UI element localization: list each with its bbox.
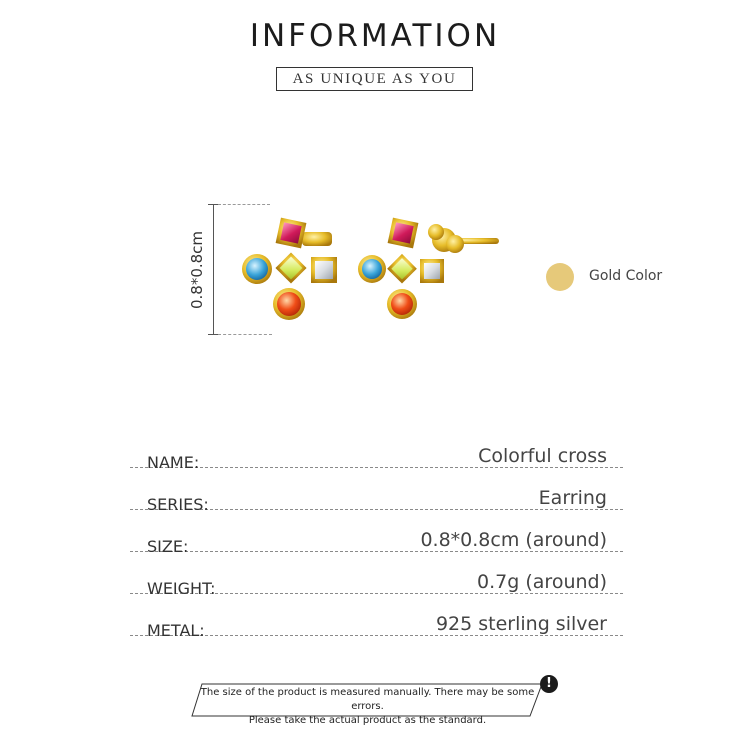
dimension-guide-top xyxy=(218,204,270,205)
dimension-line xyxy=(213,204,214,334)
disclaimer-text xyxy=(190,686,545,728)
spec-row-size xyxy=(130,523,623,556)
tagline-box xyxy=(276,67,473,91)
spec-row-weight xyxy=(130,565,623,598)
disclaimer-line-2: Please take the actual product as the standard. xyxy=(248,715,487,726)
gold-color-swatch xyxy=(546,263,574,291)
spec-value: 0.8*0.8cm (around) xyxy=(420,529,607,551)
spec-label: SERIES: xyxy=(147,495,209,514)
spec-label: SIZE: xyxy=(147,537,189,556)
dimension-cap-bottom xyxy=(208,334,218,335)
spec-value: Earring xyxy=(538,487,607,509)
dimension-label: 0.8*0.8cm xyxy=(188,230,206,310)
disclaimer-line-1: The size of the product is measured manually. There may be some errors. xyxy=(200,687,535,712)
spec-value: 925 sterling silver xyxy=(435,613,607,635)
spec-row-series xyxy=(130,481,623,514)
spec-value: Colorful cross xyxy=(478,445,607,467)
disclaimer-note xyxy=(190,682,545,726)
dimension-guide-bottom xyxy=(218,334,272,335)
spec-row-name xyxy=(130,439,623,472)
color-label: Gold Color xyxy=(589,268,663,284)
spec-label: NAME: xyxy=(147,453,200,472)
spec-label: WEIGHT: xyxy=(147,579,216,598)
page-title: INFORMATION xyxy=(249,18,501,54)
dimension-cap-top xyxy=(208,204,218,205)
earring-side-image xyxy=(356,214,506,326)
spec-value: 0.7g (around) xyxy=(477,571,607,593)
tagline-text: AS UNIQUE AS YOU xyxy=(292,70,457,87)
spec-row-metal xyxy=(130,607,623,640)
exclamation-icon: ! xyxy=(540,675,558,693)
spec-label: METAL: xyxy=(147,621,205,640)
earring-front-image xyxy=(236,214,348,326)
